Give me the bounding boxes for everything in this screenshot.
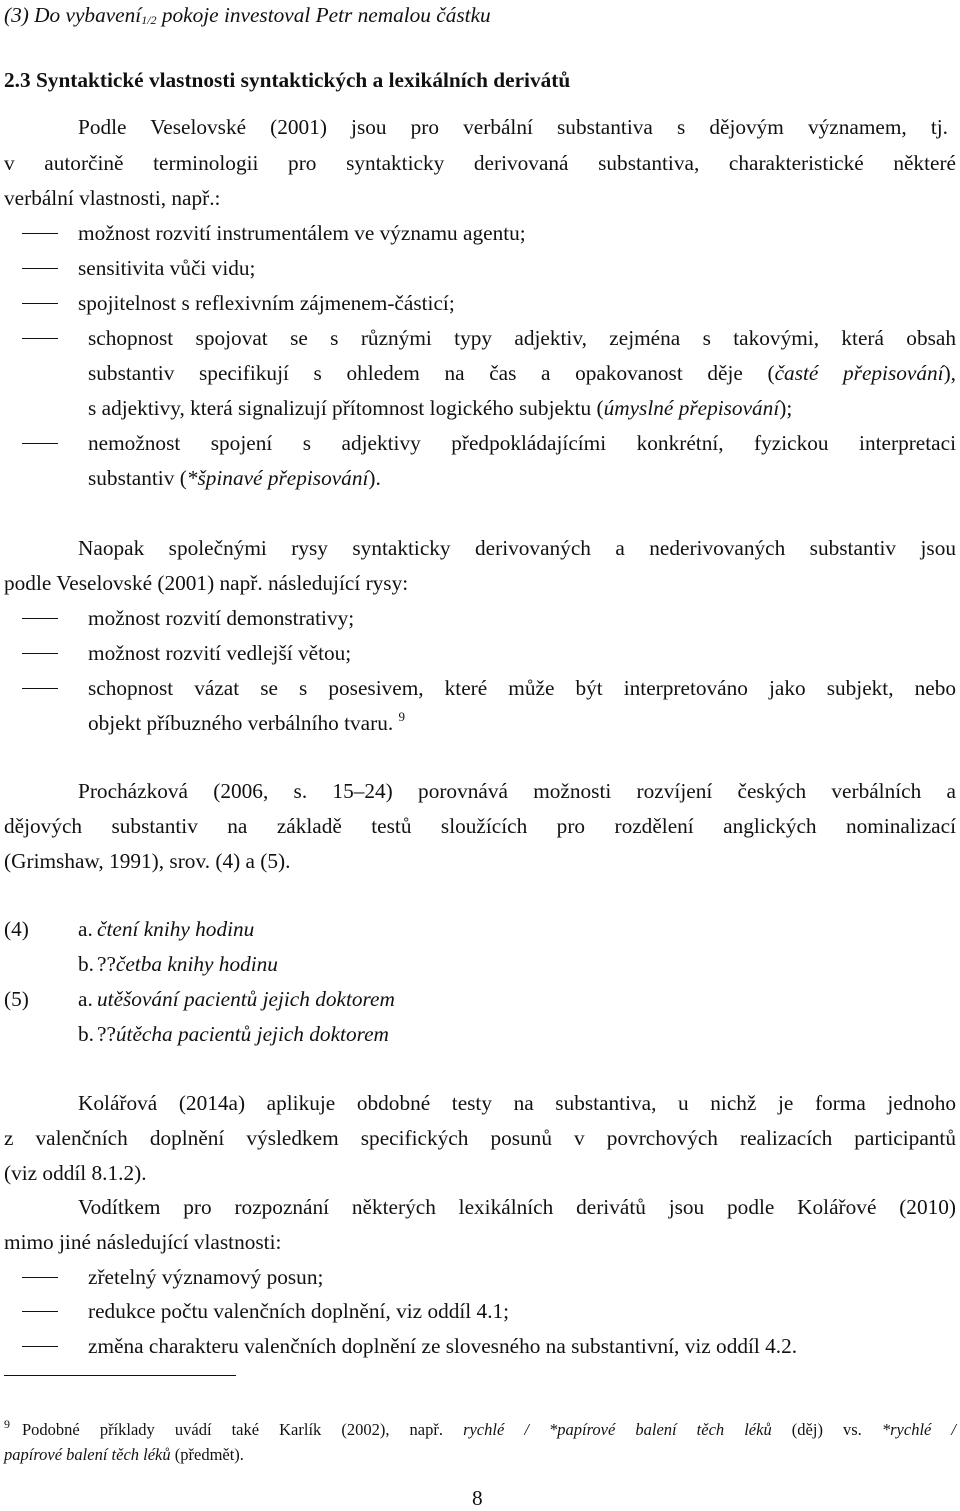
list1-item-1: možnost rozvití instrumentálem ve významu agentu;: [78, 221, 526, 245]
list1-dash-3: [22, 303, 58, 304]
list1-item-4-line2: substantiv specifikují s ohledem na čas a opakovanost děje (časté přepisování),: [88, 361, 956, 385]
list3-item-1: zřetelný významový posun;: [88, 1265, 324, 1289]
footnote-number: 9: [4, 1417, 10, 1431]
list1-dash-4: [22, 338, 58, 339]
page-number: 8: [472, 1486, 483, 1510]
para4-line3: (viz oddíl 8.1.2).: [4, 1161, 147, 1185]
example-4b-label: b.: [78, 952, 94, 976]
example-3: [4, 2, 491, 33]
list2-dash-1: [22, 618, 58, 619]
footnote-reference[interactable]: 9: [398, 709, 405, 724]
list2-dash-2: [22, 653, 58, 654]
para1-line2: v autorčině terminologii pro syntakticky derivovaná substantiva, charakteristické některé: [4, 151, 956, 175]
footnote-text-line2: papírové balení těch léků (předmět).: [4, 1445, 244, 1464]
list1-dash-2: [22, 268, 58, 269]
example-4-number: (4): [4, 917, 29, 941]
list1-item-5-line2: substantiv (*špinavé přepisování).: [88, 466, 381, 490]
section-heading: 2.3 Syntaktické vlastnosti syntaktických a lexikálních derivátů: [4, 68, 571, 92]
example-3-suffix: pokoje investoval Petr nemalou částku: [156, 3, 491, 27]
footnote-line1: [4, 1417, 10, 1440]
example-5b: ??útěcha pacientů jejich doktorem: [97, 1022, 389, 1046]
example-5a: utěšování pacientů jejich doktorem: [97, 987, 395, 1011]
list3-dash-3: [22, 1346, 58, 1347]
list1-item-4-line3: s adjektivy, která signalizují přítomnost logického subjektu (úmyslné přepisování);: [88, 396, 793, 420]
example-4b: ??četba knihy hodinu: [97, 952, 278, 976]
footnote-text-line1: Podobné příklady uvádí také Karlík (2002), např. rychlé / *papírové balení těch léků (děj) vs. *rychlé /: [22, 1420, 957, 1439]
example-5b-label: b.: [78, 1022, 94, 1046]
footnote-separator: [4, 1375, 236, 1376]
italic-example: časté přepisování: [774, 361, 944, 385]
list3-item-3: změna charakteru valenčních doplnění ze slovesného na substantivní, viz oddíl 4.2.: [88, 1334, 798, 1358]
list1-item-3: spojitelnost s reflexivním zájmenem-částicí;: [78, 291, 455, 315]
italic-example: *špinavé přepisování: [186, 466, 369, 490]
list1-dash-5: [22, 443, 58, 444]
list3-dash-1: [22, 1277, 58, 1278]
list3-item-2: redukce počtu valenčních doplnění, viz oddíl 4.1;: [88, 1299, 510, 1323]
para3-line1: Procházková (2006, s. 15–24) porovnává možnosti rozvíjení českých verbálních a: [78, 779, 956, 803]
italic-example: úmyslné přepisování: [603, 396, 780, 420]
para1-line3: verbální vlastnosti, např.:: [4, 186, 221, 210]
list2-item-1: možnost rozvití demonstrativy;: [88, 606, 355, 630]
example-3-prefix: (3) Do vybavení: [4, 3, 142, 27]
example-5-number: (5): [4, 987, 29, 1011]
example-4a-label: a.: [78, 917, 93, 941]
para1-line1: Podle Veselovské (2001) jsou pro verbální substantiva s dějovým významem, tj.: [78, 115, 948, 139]
list1-dash-1: [22, 233, 58, 234]
para2-line1: Naopak společnými rysy syntakticky derivovaných a nederivovaných substantiv jsou: [78, 536, 956, 560]
example-4a: čtení knihy hodinu: [97, 917, 255, 941]
para3-line2: dějových substantiv na základě testů sloužících pro rozdělení anglických nominalizací: [4, 814, 956, 838]
para4-line2: z valenčních doplnění výsledkem specifických posunů v povrchových realizacích participantů: [4, 1126, 956, 1150]
list2-item-2: možnost rozvití vedlejší větou;: [88, 641, 352, 665]
list3-dash-2: [22, 1311, 58, 1312]
para5-line1: Vodítkem pro rozpoznání některých lexikálních derivátů jsou podle Kolářové (2010): [78, 1195, 956, 1219]
list2-item-3-line1: schopnost vázat se s posesivem, které může být interpretováno jako subjekt, nebo: [88, 676, 956, 700]
para2-line2: podle Veselovské (2001) např. následující rysy:: [4, 571, 409, 595]
list2-item-3-line2: objekt příbuzného verbálního tvaru. $^9$: [88, 709, 405, 735]
example-3-subscript: 1/2: [141, 13, 157, 27]
example-5a-label: a.: [78, 987, 93, 1011]
list1-item-2: sensitivita vůči vidu;: [78, 256, 256, 280]
para3-line3: (Grimshaw, 1991), srov. (4) a (5).: [4, 849, 291, 873]
list1-item-5-line1: nemožnost spojení s adjektivy předpokládajícími konkrétní, fyzickou interpretaci: [88, 431, 956, 455]
para5-line2: mimo jiné následující vlastnosti:: [4, 1230, 282, 1254]
list1-item-4-line1: schopnost spojovat se s různými typy adjektiv, zejména s takovými, která obsah: [88, 326, 956, 350]
list2-dash-3: [22, 688, 58, 689]
para4-line1: Kolářová (2014a) aplikuje obdobné testy na substantiva, u nichž je forma jednoho: [78, 1091, 956, 1115]
